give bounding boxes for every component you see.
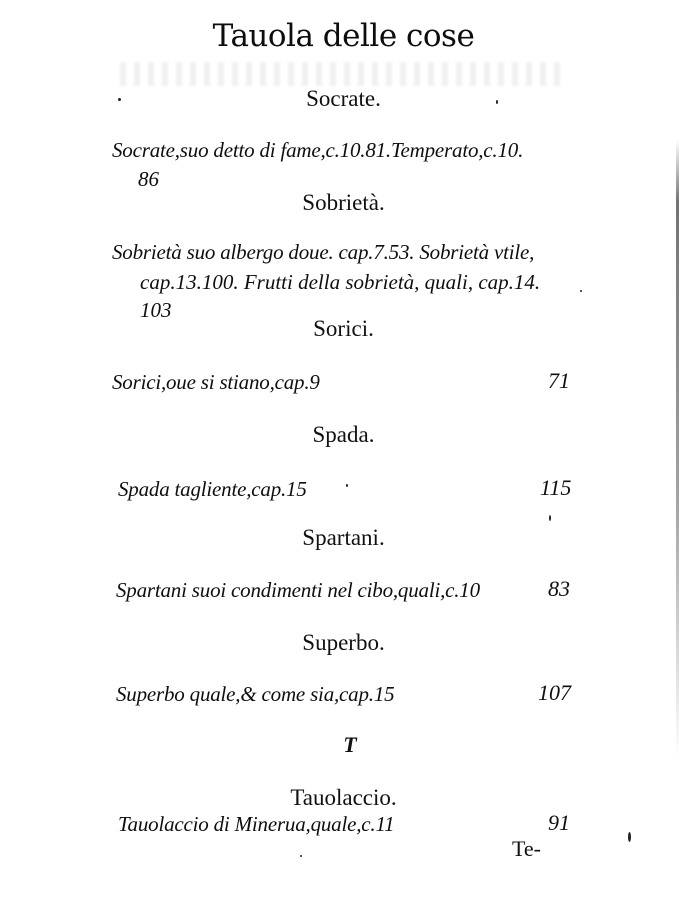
- running-head: Tauola delle cose: [212, 18, 475, 54]
- section-heading-sorici: Sorici.: [313, 316, 374, 341]
- entry-line: Spartani suoi condimenti nel cibo,quali,c.10: [116, 578, 480, 602]
- ink-speck: [300, 855, 302, 857]
- section-heading-spartani: Spartani.: [302, 525, 385, 550]
- ink-speck: [549, 515, 551, 521]
- show-through-text: [120, 62, 560, 86]
- ink-speck: [346, 484, 348, 487]
- page-edge-shadow: [676, 140, 679, 760]
- ink-speck: [496, 100, 498, 104]
- ink-speck: [628, 832, 631, 842]
- page-reference: 71: [548, 368, 570, 393]
- section-heading-spada: Spada.: [312, 422, 375, 447]
- entry-line: 103: [140, 298, 172, 322]
- section-heading-tauolaccio: Tauolaccio.: [290, 785, 397, 810]
- entry-line: cap.13.100. Frutti della sobrietà, quali, cap.14.: [140, 270, 541, 294]
- entry-line: Superbo quale,& come sia,cap.15: [116, 682, 395, 706]
- entry-line: Sobrietà suo albergo doue. cap.7.53. Sobrietà vtile,: [112, 240, 535, 264]
- entry-line: Sorici,oue si stiano,cap.9: [112, 370, 320, 394]
- page-reference: 115: [540, 475, 572, 500]
- page-reference: 107: [538, 680, 571, 705]
- section-heading-socrate: Socrate.: [306, 86, 381, 111]
- page-reference: 91: [548, 810, 570, 835]
- page-reference: 83: [548, 576, 570, 601]
- entry-line: Socrate,suo detto di fame,c.10.81.Temperato,c.10.: [112, 138, 524, 162]
- section-heading-sobrieta: Sobrietà.: [302, 190, 385, 215]
- catchword: Te-: [512, 836, 541, 861]
- section-heading-superbo: Superbo.: [302, 630, 385, 655]
- alphabet-letter-heading: T: [343, 732, 357, 757]
- entry-line: Spada tagliente,cap.15: [118, 477, 307, 501]
- entry-line: 86: [138, 167, 159, 191]
- entry-line: Tauolaccio di Minerua,quale,c.11: [118, 812, 395, 836]
- ink-speck: [118, 98, 121, 101]
- ink-speck: [580, 290, 582, 292]
